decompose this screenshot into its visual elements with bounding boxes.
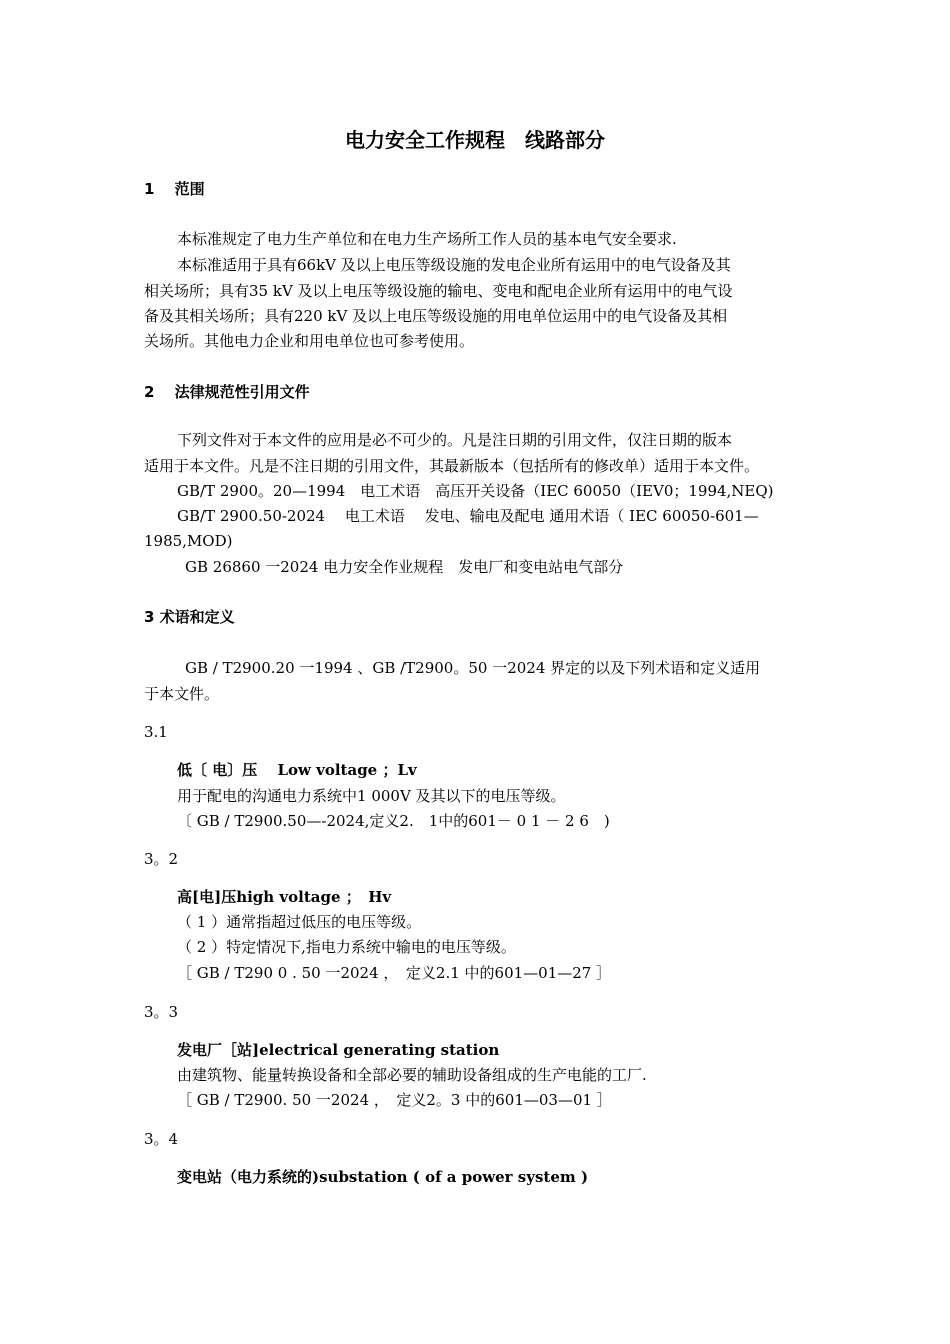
normative-reference-3: GB 26860 一2024 电力安全作业规程 发电厂和变电站电气部分: [185, 558, 624, 576]
sec3-intro-line-2: 于本文件。: [144, 685, 220, 703]
section-3-heading: 3 术语和定义: [144, 608, 235, 626]
term-3-2-reference: ［ GB / T290 0 . 50 一2024 ， 定义2.1 中的601—01—27 ］: [177, 964, 612, 982]
term-3-3-title: 发电厂［站]electrical generating station: [177, 1041, 500, 1059]
term-3-3-definition: 由建筑物、能量转换设备和全部必要的辅助设备组成的生产电能的工厂.: [177, 1066, 647, 1084]
sec1-paragraph-2-line-3: 备及其相关场所；具有220 kV 及以上电压等级设施的用电单位运用中的电气设备及其相: [144, 307, 728, 325]
normative-reference-2-line-1: GB/T 2900.50-2024 电工术语 发电、输电及配电 通用术语（ IEC 60050-601—: [177, 507, 759, 525]
term-3-3-reference: ［ GB / T2900. 50 一2024 ， 定义2。3 中的601—03—01 ］: [177, 1091, 612, 1109]
term-3-1-number: 3.1: [144, 723, 168, 741]
term-3-2-title: 高[电]压high voltage ； Hv: [177, 888, 392, 906]
term-3-4-number: 3。4: [144, 1130, 179, 1148]
sec1-paragraph-2-line-2: 相关场所；具有35 kV 及以上电压等级设施的输电、变电和配电企业所有运用中的电气设: [144, 282, 733, 300]
sec1-paragraph-1: 本标准规定了电力生产单位和在电力生产场所工作人员的基本电气安全要求.: [177, 230, 677, 248]
term-3-1-definition: 用于配电的沟通电力系统中1 000V 及其以下的电压等级。: [177, 787, 566, 805]
term-3-1-title: 低〔 电〕压 Low voltage ；Lv: [177, 761, 417, 779]
term-3-3-number: 3。3: [144, 1003, 179, 1021]
section-1-heading: 1 范围: [144, 180, 205, 198]
term-3-2-definition-2: （ 2 ）特定情况下,指电力系统中输电的电压等级。: [177, 938, 516, 956]
term-3-4-title: 变电站（电力系统的)substation ( of a power system ): [177, 1168, 589, 1186]
term-3-1-reference: 〔 GB / T2900.50—-2024,定义2. 1中的601－ 0 1 － 2 6 ): [177, 812, 610, 830]
sec1-paragraph-2-line-4: 关场所。其他电力企业和用电单位也可参考使用。: [144, 332, 475, 350]
normative-reference-2-line-2: 1985,MOD): [144, 532, 233, 550]
sec3-intro-line-1: GB / T2900.20 一1994 、GB /T2900。50 一2024 界定的以及下列术语和定义适用: [185, 659, 761, 677]
term-3-2-number: 3。2: [144, 850, 179, 868]
normative-reference-1: GB/T 2900。20—1994 电工术语 高压开关设备（IEC 60050（IEV0；1994,NEQ): [177, 482, 774, 500]
sec2-paragraph-line-1: 下列文件对于本文件的应用是必不可少的。凡是注日期的引用文件，仅注日期的版本: [177, 431, 733, 449]
term-3-2-definition-1: （ 1 ）通常指超过低压的电压等级。: [177, 913, 422, 931]
sec1-paragraph-2-line-1: 本标准适用于具有66kV 及以上电压等级设施的发电企业所有运用中的电气设备及其: [177, 256, 731, 274]
sec2-paragraph-line-2: 适用于本文件。凡是不注日期的引用文件，其最新版本（包括所有的修改单）适用于本文件。: [144, 457, 760, 475]
section-2-heading: 2 法律规范性引用文件: [144, 383, 310, 401]
document-title: 电力安全工作规程 线路部分: [345, 128, 605, 152]
